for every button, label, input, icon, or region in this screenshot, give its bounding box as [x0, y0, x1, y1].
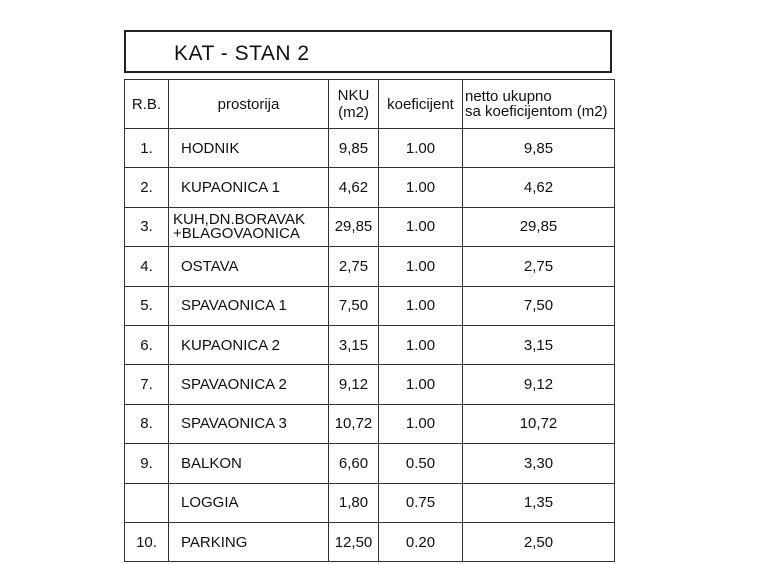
cell-rb	[125, 483, 169, 522]
cell-koeficijent: 1.00	[379, 286, 463, 325]
cell-netto: 29,85	[463, 207, 615, 246]
header-nku	[329, 80, 379, 129]
cell-koeficijent: 1.00	[379, 168, 463, 207]
cell-prostorija	[169, 207, 329, 246]
header-koeficijent: koeficijent	[379, 80, 463, 129]
cell-prostorija: SPAVAONICA 3	[169, 404, 329, 443]
cell-prostorija: KUPAONICA 1	[169, 168, 329, 207]
cell-koeficijent: 1.00	[379, 247, 463, 286]
cell-prostorija: KUPAONICA 2	[169, 325, 329, 364]
table-row	[125, 483, 615, 522]
cell-prostorija-line2: +BLAGOVAONICA	[173, 224, 300, 242]
cell-rb: 4.	[125, 247, 169, 286]
cell-nku: 6,60	[329, 444, 379, 483]
header-netto-line2: sa koeficijentom (m2)	[465, 103, 608, 120]
cell-netto: 7,50	[463, 286, 615, 325]
header-prostorija: prostorija	[169, 80, 329, 129]
cell-netto: 3,15	[463, 325, 615, 364]
header-nku-line1: NKU	[337, 87, 370, 104]
table-row	[125, 207, 615, 246]
cell-rb: 10.	[125, 522, 169, 561]
cell-prostorija: SPAVAONICA 2	[169, 365, 329, 404]
cell-prostorija: PARKING	[169, 522, 329, 561]
cell-nku: 12,50	[329, 522, 379, 561]
cell-netto: 4,62	[463, 168, 615, 207]
page-title: KAT - STAN 2	[174, 42, 310, 65]
cell-rb: 8.	[125, 404, 169, 443]
cell-nku: 29,85	[329, 207, 379, 246]
table-header-row	[125, 80, 615, 129]
cell-netto: 1,35	[463, 483, 615, 522]
cell-netto: 2,50	[463, 522, 615, 561]
cell-netto: 2,75	[463, 247, 615, 286]
cell-koeficijent: 1.00	[379, 365, 463, 404]
cell-rb: 6.	[125, 325, 169, 364]
cell-rb: 9.	[125, 444, 169, 483]
table-row	[125, 404, 615, 443]
table-row	[125, 168, 615, 207]
cell-nku: 1,80	[329, 483, 379, 522]
cell-koeficijent: 0.75	[379, 483, 463, 522]
cell-rb: 1.	[125, 129, 169, 168]
cell-netto: 3,30	[463, 444, 615, 483]
table-row	[125, 444, 615, 483]
header-nku-line2: (m2)	[338, 104, 369, 121]
cell-koeficijent: 0.20	[379, 522, 463, 561]
cell-nku: 7,50	[329, 286, 379, 325]
cell-rb: 7.	[125, 365, 169, 404]
cell-nku: 10,72	[329, 404, 379, 443]
cell-rb: 5.	[125, 286, 169, 325]
cell-nku: 9,85	[329, 129, 379, 168]
cell-prostorija-line1: KUH,DN.BORAVAK	[173, 210, 305, 228]
cell-nku: 4,62	[329, 168, 379, 207]
cell-prostorija: SPAVAONICA 1	[169, 286, 329, 325]
table-row	[125, 247, 615, 286]
cell-nku: 3,15	[329, 325, 379, 364]
cell-prostorija: BALKON	[169, 444, 329, 483]
header-rb: R.B.	[125, 80, 169, 129]
cell-nku: 9,12	[329, 365, 379, 404]
cell-prostorija: LOGGIA	[169, 483, 329, 522]
header-netto-line1: netto ukupno	[465, 88, 552, 105]
cell-koeficijent: 1.00	[379, 404, 463, 443]
header-netto	[463, 80, 615, 129]
cell-rb: 3.	[125, 207, 169, 246]
title-box	[124, 30, 612, 73]
cell-prostorija: OSTAVA	[169, 247, 329, 286]
area-table	[124, 79, 615, 562]
table-row	[125, 365, 615, 404]
cell-koeficijent: 1.00	[379, 207, 463, 246]
table-row	[125, 129, 615, 168]
table-row	[125, 325, 615, 364]
cell-rb: 2.	[125, 168, 169, 207]
cell-netto: 9,85	[463, 129, 615, 168]
cell-koeficijent: 1.00	[379, 129, 463, 168]
cell-netto: 10,72	[463, 404, 615, 443]
cell-koeficijent: 0.50	[379, 444, 463, 483]
table-row	[125, 286, 615, 325]
cell-netto: 9,12	[463, 365, 615, 404]
cell-koeficijent: 1.00	[379, 325, 463, 364]
cell-prostorija: HODNIK	[169, 129, 329, 168]
cell-nku: 2,75	[329, 247, 379, 286]
table-row	[125, 522, 615, 561]
